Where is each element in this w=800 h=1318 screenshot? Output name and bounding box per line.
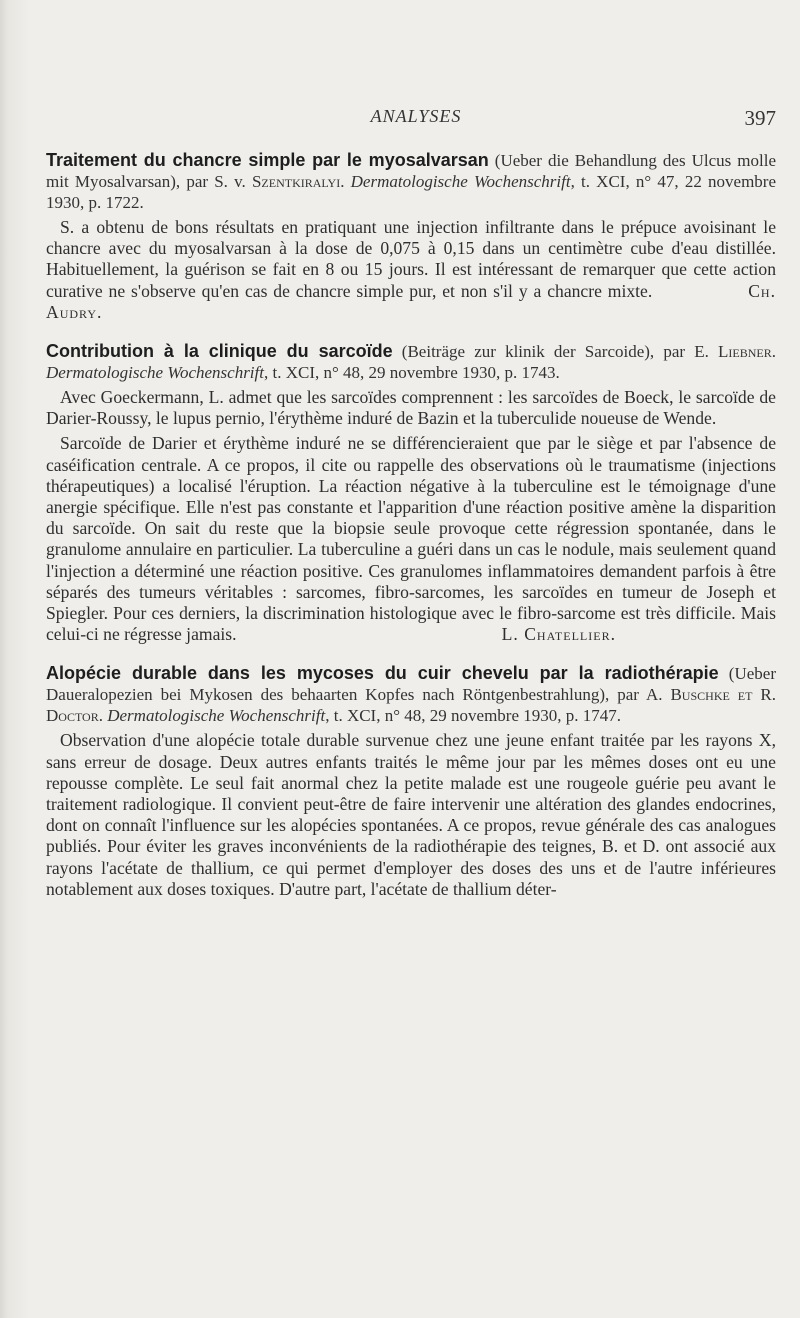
article-paragraph: Avec Goeckermann, L. admet que les sarcoïdes comprennent : les sarcoïdes de Boeck, le sarcoïde de Darier-Roussy, le lupus pernio, l'érythème induré de Bazin et la tuberculide noueuse de Wende. — [46, 387, 776, 429]
reference-journal: Dermatologische Wochenschrift — [350, 172, 571, 191]
reference-suffix: , t. XCI, n° 47, 22 novembre 1930, p. 1722. — [46, 172, 776, 212]
page-header — [56, 106, 776, 136]
article-title: Traitement du chancre simple par le myosalvarsan — [46, 150, 489, 170]
article-paragraph — [46, 433, 776, 645]
reference-prefix: (Beiträge zur klinik der Sarcoide), par E. — [401, 342, 719, 362]
reference-suffix: , t. XCI, n° 48, 29 novembre 1930, p. 1747. — [325, 706, 621, 726]
article-chancre-simple — [46, 150, 776, 323]
paragraph-text: S. a obtenu de bons résultats en pratiquant une injection infiltrante dans le prépuce avoisinant le chancre avec du myosalvarsan à la dose de 0,075 à 0,15 dans un centimètre cube d'eau distillée. Habituellement, la guérison se fait en 8 ou 15 jours. Il est intéressant de remarquer que cette action curative ne s'observe qu'en cas de chancre simple pur, et non s'il y a chancre mixte. — [46, 217, 776, 301]
reference-prefix: (Ueber Daueralopezien bei Mykosen des behaarten Kopfes nach Röntgenbestrahlung), par A. — [46, 664, 776, 705]
reference-journal: Dermatologische Wochenschrift — [107, 706, 326, 726]
reference-suffix: , t. XCI, n° 48, 29 novembre 1930, p. 1743. — [263, 363, 560, 383]
reference-separator: . — [340, 172, 351, 191]
article-signature: Ch. Audry. — [46, 280, 776, 322]
reference-author: Szentkiralyi — [251, 172, 341, 191]
reference-author: Liebner — [718, 342, 772, 362]
reference-separator: . — [98, 706, 108, 726]
article-heading — [46, 150, 776, 213]
article-alopecie — [46, 663, 776, 900]
article-paragraph — [46, 217, 776, 323]
article-heading — [46, 341, 776, 383]
article-title: Contribution à la clinique du sarcoïde — [46, 341, 393, 362]
reference-journal: Dermatologische Wochenschrift — [46, 363, 264, 383]
reference-author: Buschke et R. Doctor — [46, 685, 777, 726]
paragraph-text: Sarcoïde de Darier et érythème induré ne se différencieraient que par le siège et par l'absence de caséification centrale. A ce propos, il cite ou rappelle des observations où le traumatisme (injections thérapeutiques) a localisé l'éruption. La réaction négative à la tuberculine est le témoignage d'une anergie spécifique. Elle n'est pas constante et l'apparition d'une réaction positive amène la disparition du sarcoïde. On sait du reste que la biopsie seule provoque cette régression spontanée, dans le granulome annulaire en particulier. La tuberculine a guéri dans un cas le nodule, mais seulement quand l'injection a déterminé une réaction positive. Ces granulomes inflammatoires demandent parfois à être séparés des tumeurs véritables : sarcomes, fibro-sarcomes, les sarcoïdes en tumeur de Joseph et Spiegler. Pour ces derniers, la discrimination histologique avec le fibro-sarcome est très difficile. Mais celui-ci ne régresse jamais. — [46, 433, 776, 645]
reference-separator: . — [771, 342, 776, 362]
article-paragraph: Observation d'une alopécie totale durable survenue chez une jeune enfant traitée par les rayons X, sans erreur de dosage. Deux autres enfants traités le même jour par les mêmes doses ont eu une repousse complète. Le seul fait anormal chez la petite malade est une rougeole guérie peu avant le traitement radiologique. Il convient peut-être de faire intervenir une altération des glandes endocrines, dont on connaît l'influence sur les alopécies spontanées. A ce propos, revue générale des cas analogues publiés. Pour éviter les graves inconvénients de la radiothérapie des teignes, B. et D. ont associé aux rayons l'acétate de thallium, ce qui permet d'employer des doses des uns et de l'autre inférieures notablement aux doses toxiques. D'autre part, l'acétate de thallium déter- — [46, 730, 776, 899]
page-number: 397 — [744, 106, 776, 130]
article-heading — [46, 663, 776, 726]
reference-prefix: (Ueber die Behandlung des Ulcus molle mit Myosalvarsan), par S. v. — [46, 151, 776, 191]
running-title: ANALYSES — [370, 106, 462, 126]
page-content — [46, 150, 776, 900]
article-sarcoide — [46, 341, 776, 645]
article-signature: L. Chatellier. — [501, 624, 616, 645]
article-title: Alopécie durable dans les mycoses du cuir chevelu par la radiothérapie — [46, 663, 719, 684]
